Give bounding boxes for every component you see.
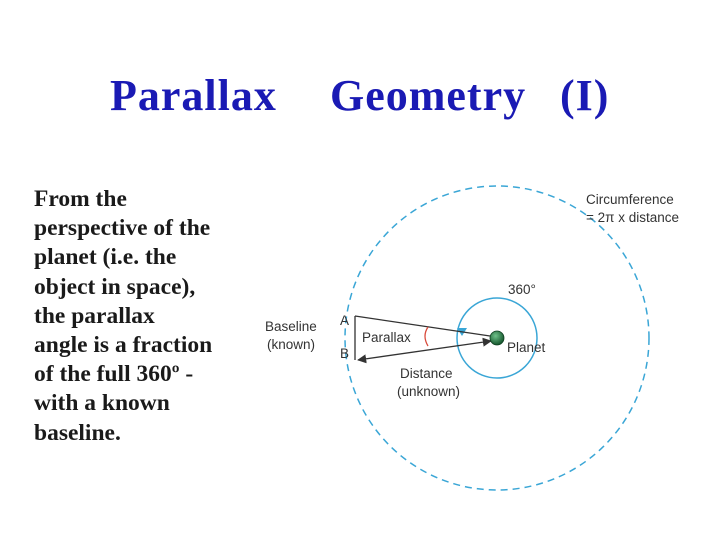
parallax-angle-arc bbox=[425, 327, 428, 346]
distance-unknown-label: (unknown) bbox=[397, 384, 461, 399]
explanation-line: of the full 360º - bbox=[34, 361, 194, 388]
explanation-line: the parallax bbox=[34, 302, 155, 329]
angle-360-label: 360° bbox=[508, 282, 536, 297]
explanation-line: planet (i.e. the bbox=[34, 244, 177, 271]
planet-label: Planet bbox=[507, 340, 546, 355]
distance-label: Distance bbox=[400, 366, 453, 381]
slide-title bbox=[0, 70, 720, 130]
explanation-line: angle is a fraction bbox=[34, 332, 213, 359]
planet-icon bbox=[490, 331, 504, 345]
point-a-label: A bbox=[340, 313, 350, 328]
explanation-line: From the bbox=[34, 186, 127, 212]
baseline-known-label: (known) bbox=[267, 337, 316, 352]
title-word-parallax: Parallax bbox=[110, 71, 277, 120]
title-word-numeral: (I) bbox=[560, 71, 610, 120]
parallax-label: Parallax bbox=[362, 330, 411, 345]
explanation-line: baseline. bbox=[34, 419, 121, 446]
title-word-geometry: Geometry bbox=[330, 71, 527, 120]
circumference-formula: = 2π x distance bbox=[586, 210, 679, 225]
point-b-label: B bbox=[340, 346, 350, 361]
explanation-line: with a known bbox=[34, 390, 170, 417]
explanation-line: perspective of the bbox=[34, 215, 211, 242]
baseline-label: Baseline bbox=[265, 319, 317, 334]
circumference-label: Circumference bbox=[586, 192, 674, 207]
explanation-line: object in space), bbox=[34, 273, 196, 300]
parallax-diagram bbox=[255, 180, 715, 520]
explanation-text bbox=[34, 185, 259, 448]
